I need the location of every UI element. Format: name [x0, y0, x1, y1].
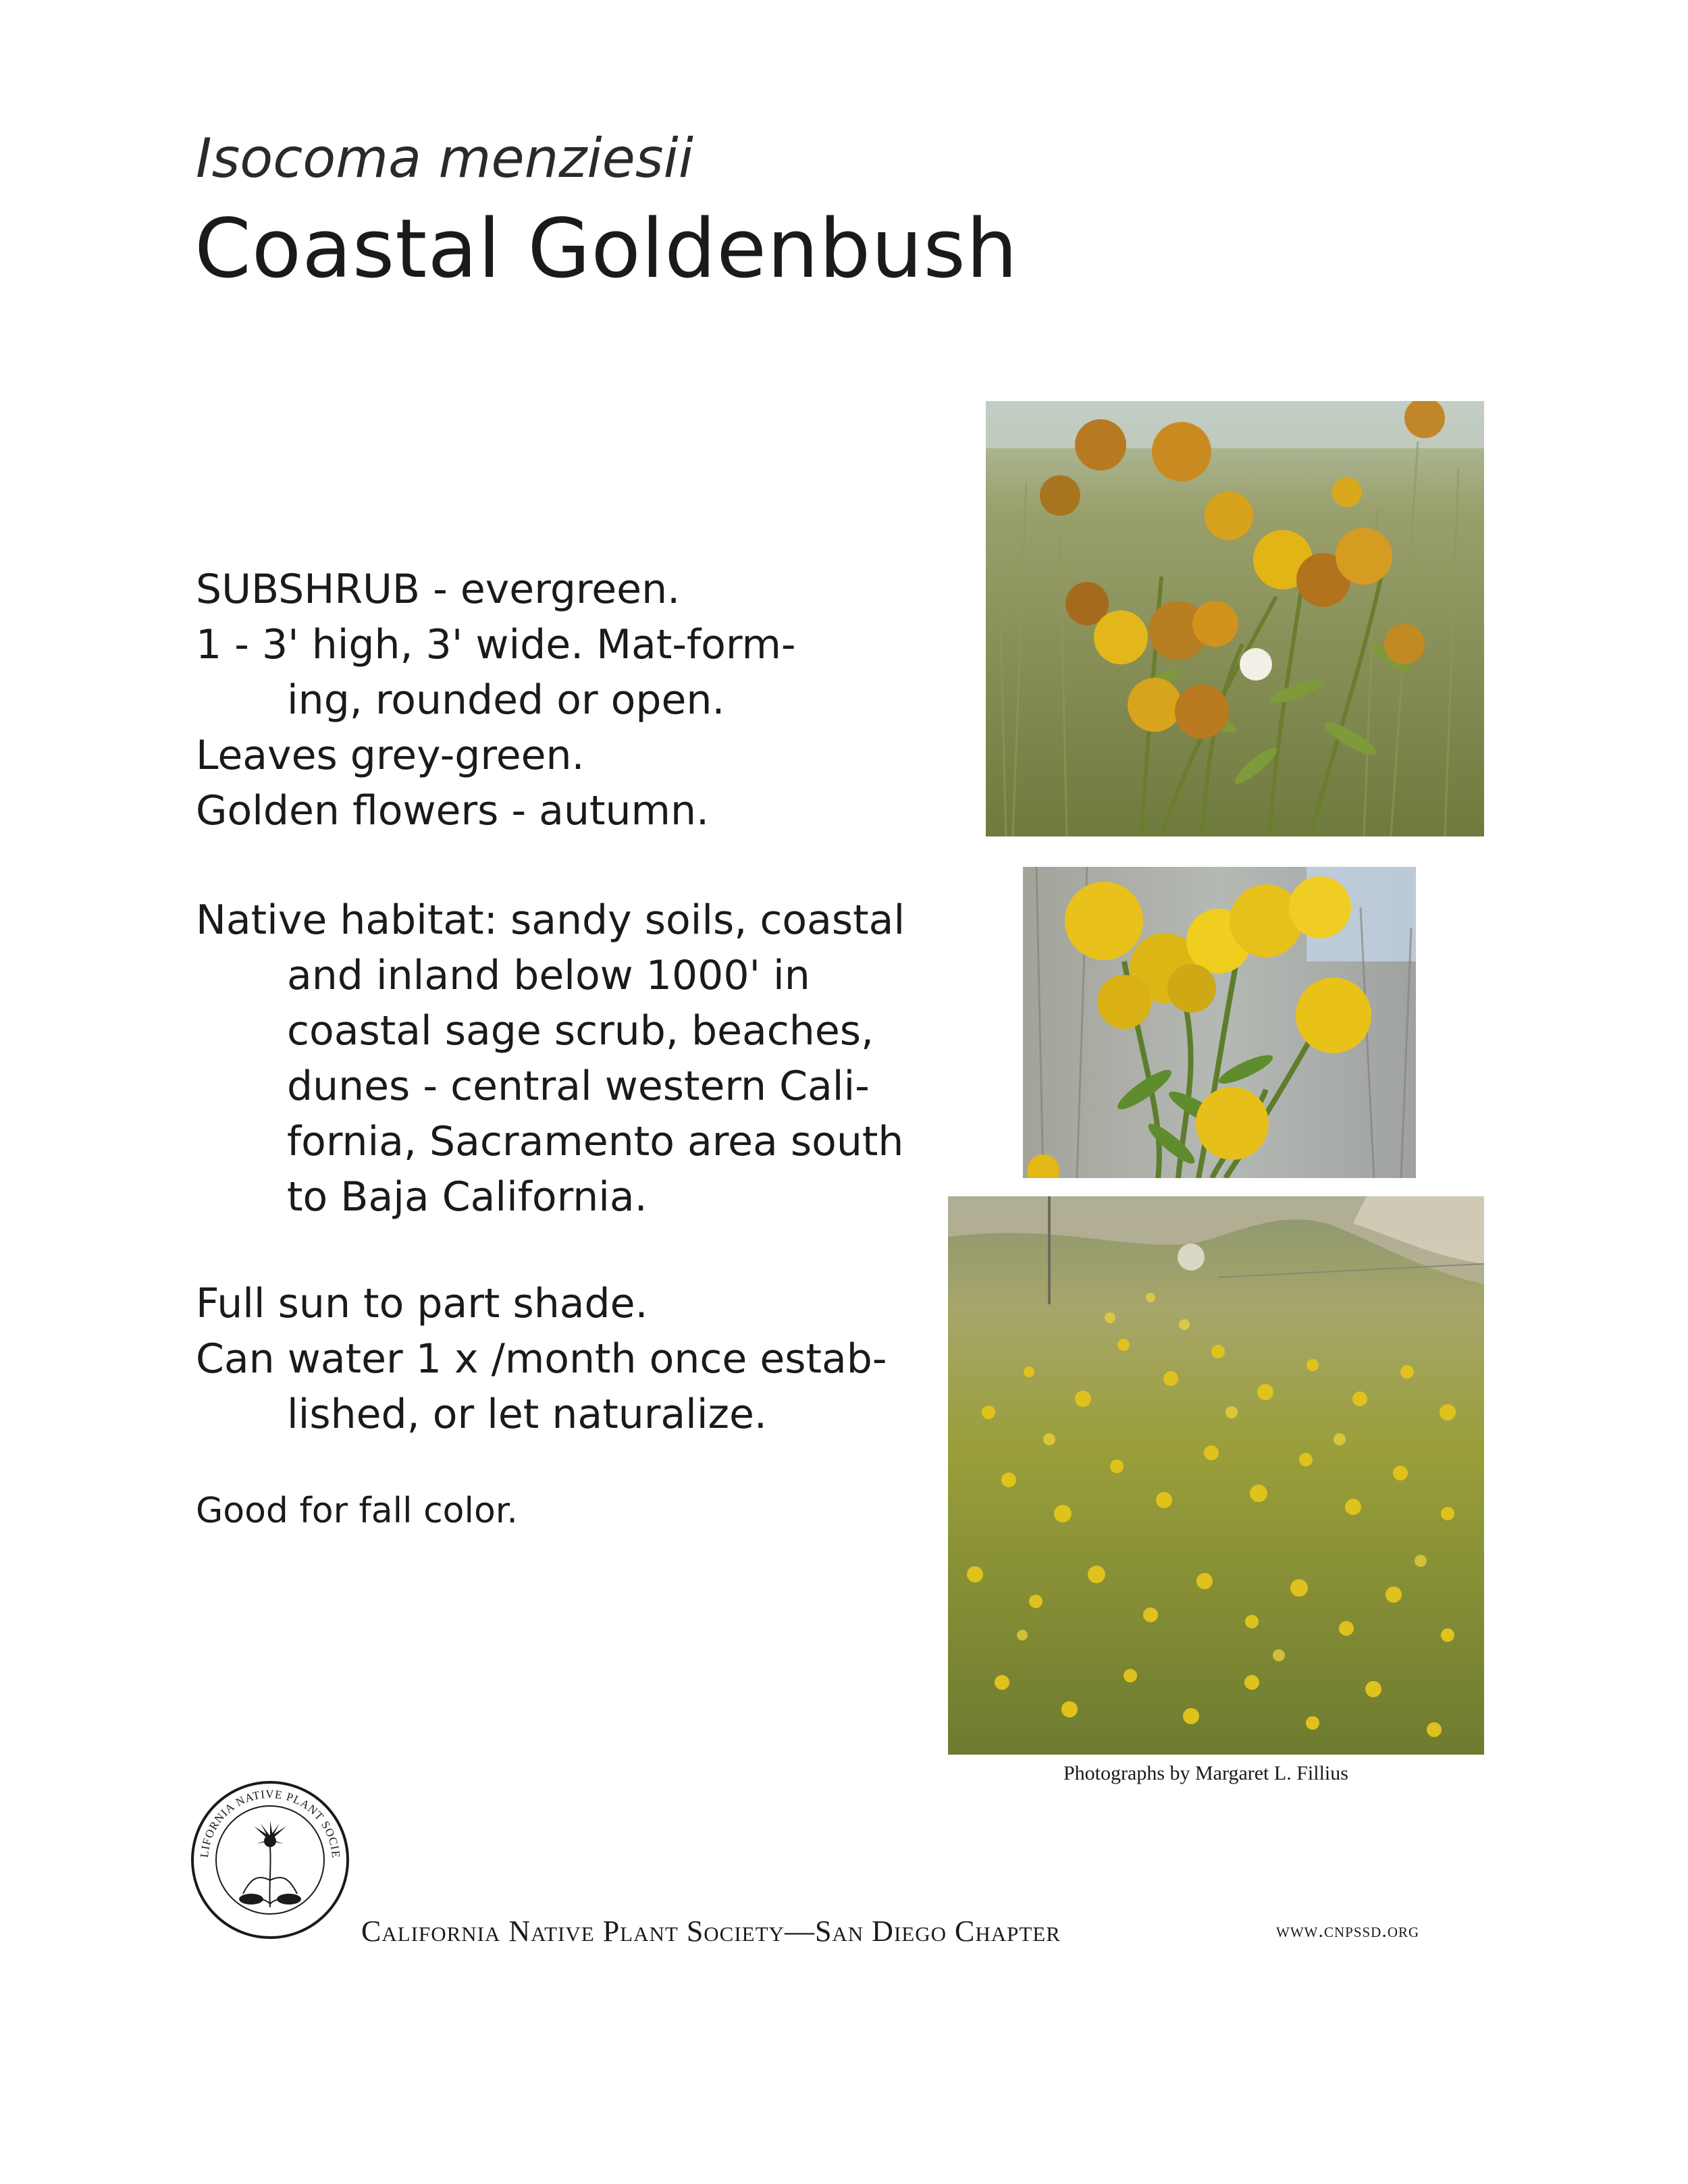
- description-block-2: [196, 893, 912, 1225]
- cnps-seal-logo: [189, 1779, 351, 1941]
- description-line: to Baja California.: [287, 1173, 648, 1221]
- description-line: Can water 1 x /month once estab-: [196, 1335, 887, 1383]
- cnps-seal-image: [189, 1779, 351, 1941]
- description-line: lished, or let naturalize.: [287, 1391, 768, 1438]
- description-block-3: [196, 1276, 912, 1442]
- description-line: dunes - central western Cali-: [287, 1063, 870, 1110]
- photo-yellow-flowers-image: [1023, 867, 1416, 1178]
- photo-credit: Photographs by Margaret L. Fillius: [1063, 1762, 1348, 1784]
- photo-yellow-flowers: [1023, 867, 1416, 1178]
- description-line: Native habitat: sandy soils, coastal: [196, 897, 905, 944]
- description-line: Full sun to part shade.: [196, 1280, 648, 1327]
- description-line: 1 - 3' high, 3' wide. Mat-form-: [196, 621, 796, 668]
- description-block-1: [196, 562, 912, 838]
- description-line: fornia, Sacramento area south: [287, 1118, 904, 1165]
- svg-text:CALIFORNIA NATIVE PLANT SOCIET: LIFORNIA NATIVE PLANT SOCIE: [197, 1788, 343, 1859]
- description-line: Golden flowers - autumn.: [196, 787, 710, 834]
- common-name: Coastal Goldenbush: [194, 203, 1018, 296]
- fall-color-note: Good for fall color.: [196, 1491, 518, 1531]
- description-line: coastal sage scrub, beaches,: [287, 1007, 874, 1055]
- description-line: ing, rounded or open.: [287, 676, 725, 724]
- latin-name: Isocoma menziesii: [196, 127, 693, 190]
- photo-hillside-shrubs-image: [948, 1196, 1484, 1755]
- website-url[interactable]: www.cnpssd.org: [1276, 1919, 1420, 1942]
- photo-flower-closeup-image: [986, 401, 1484, 836]
- description-line: Leaves grey-green.: [196, 732, 585, 779]
- description-line: and inland below 1000' in: [287, 952, 810, 999]
- photo-flower-closeup: [986, 401, 1484, 836]
- photo-hillside-shrubs: [948, 1196, 1484, 1755]
- description-line: SUBSHRUB - evergreen.: [196, 566, 681, 613]
- organization-name: California Native Plant Society—San Diego Chapter: [361, 1915, 1061, 1948]
